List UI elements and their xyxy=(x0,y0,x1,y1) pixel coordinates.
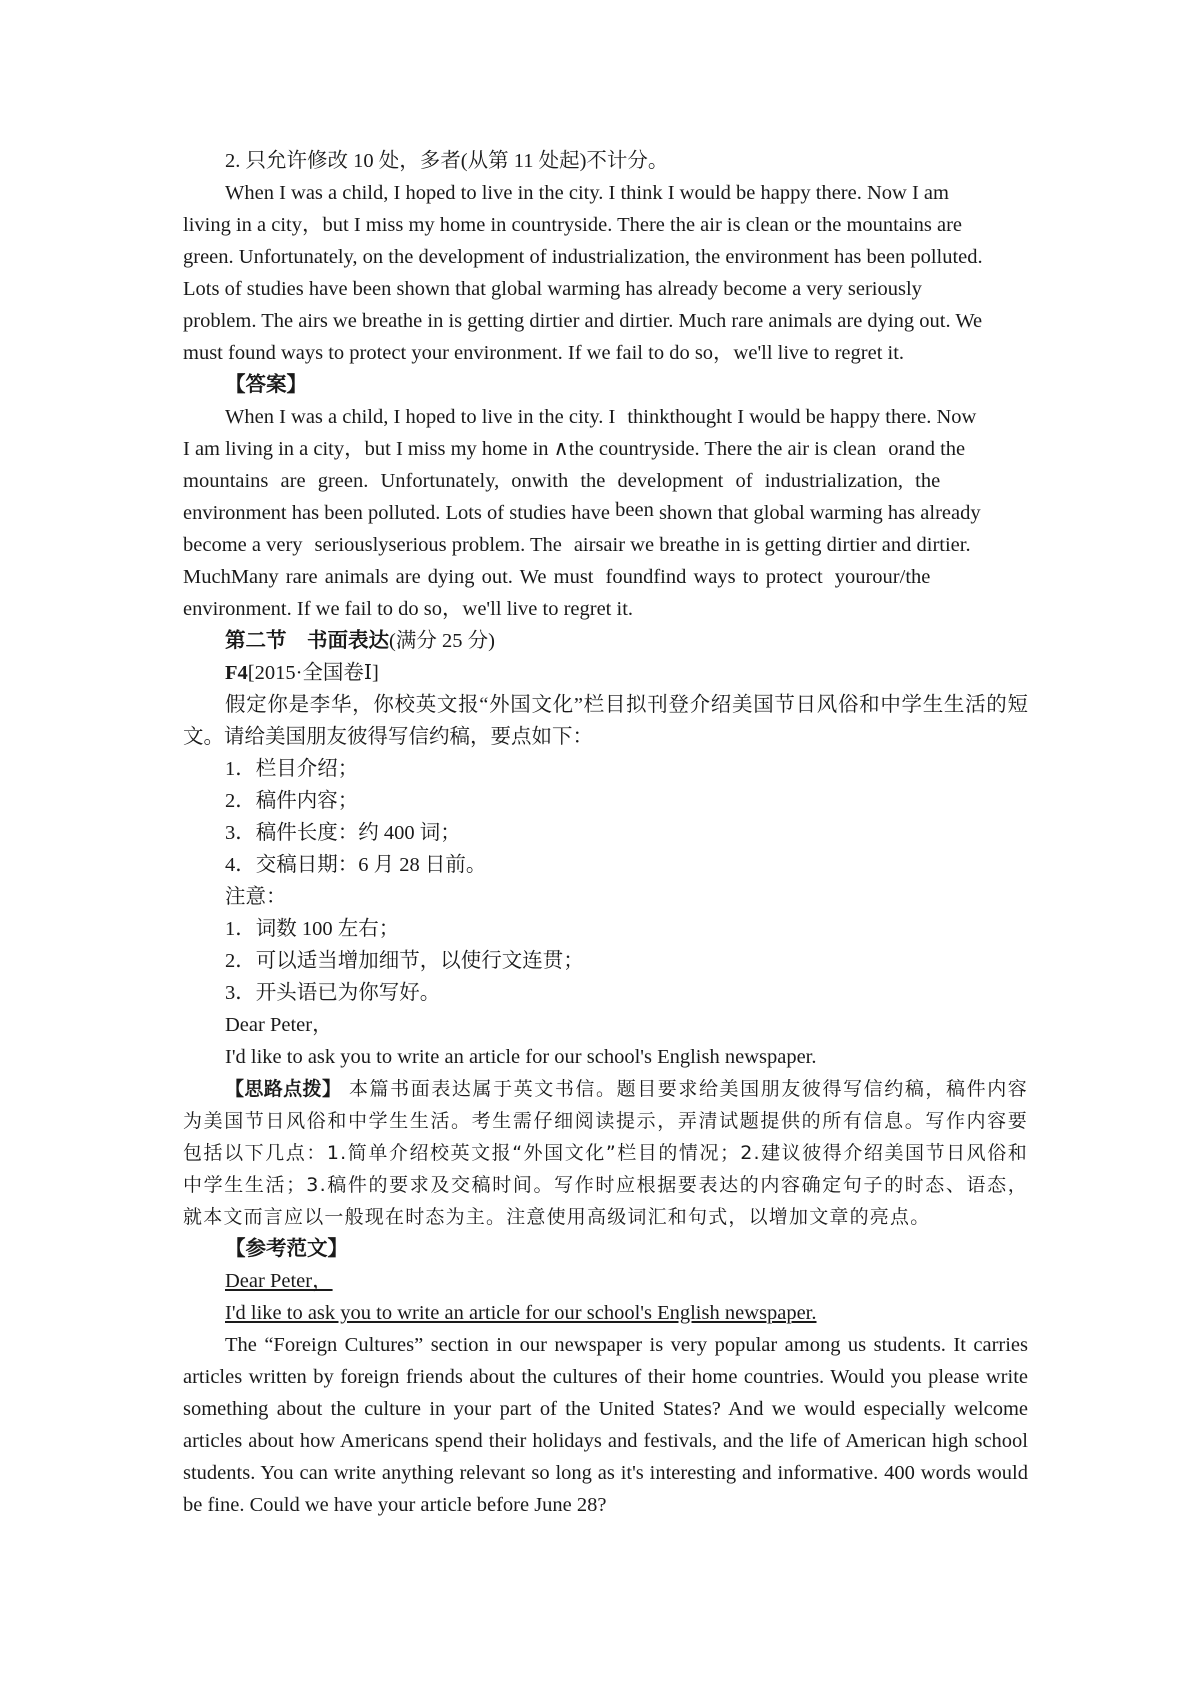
answer-line xyxy=(183,465,1028,497)
note-item: 2．可以适当增加细节，以使行文连贯； xyxy=(225,950,584,972)
answer-line xyxy=(183,401,1028,433)
answer-correction: thinkthought I would be happy there. Now xyxy=(627,406,977,428)
answer-text: become a very xyxy=(183,534,303,556)
answer-correction: yourour/the xyxy=(834,566,931,588)
section-name: 第二节 书面表达 xyxy=(225,630,389,652)
sample-body: The “Foreign Cultures” section in our newspaper is very popular among us students. It carries articles written by foreign friends about the cultures of their home countries. Would you please write something about the culture in your part of the United States? And we would especially welcome articles about how Americans spend their holidays and festivals, and the life of American high school students. You can write anything relevant so long as it's interesting and informative. 400 words would be fine. Could we have your article before June 28? xyxy=(183,1334,1028,1516)
passage-line: must found ways to protect your environment. If we fail to do so，we'll live to regret it. xyxy=(183,342,905,364)
point-item: 1．栏目介绍； xyxy=(225,758,359,780)
document-page xyxy=(183,145,1028,1521)
answer-correction: MuchMany rare animals are dying out. We must xyxy=(183,566,594,588)
answer-text: shown that global warming has already xyxy=(658,502,981,524)
letter-greeting: Dear Peter， xyxy=(225,1014,333,1036)
passage-line: green. Unfortunately, on the development of industrialization, the environment has been polluted. xyxy=(183,246,983,268)
note-item: 3．开头语已为你写好。 xyxy=(225,982,441,1004)
answer-correction: onwith the development of industrialization, the xyxy=(511,470,941,492)
answer-correction: airsair we breathe in is getting dirtier and dirtier. xyxy=(573,534,971,556)
answer-line xyxy=(183,561,1028,593)
answer-line: environment. If we fail to do so，we'll live to regret it. xyxy=(183,598,634,620)
answer-correction: the countryside. There the air is clean xyxy=(568,438,877,460)
point-item: 2．稿件内容； xyxy=(225,790,359,812)
passage-line: living in a city，but I miss my home in countryside. There the air is clean or the mountains are xyxy=(183,214,963,236)
answer-line xyxy=(183,497,1028,529)
section-title xyxy=(183,625,1028,657)
answer-text: When I was a child, I hoped to live in the city. I xyxy=(225,406,616,428)
note-item: 1．词数 100 左右； xyxy=(225,918,400,940)
sample-heading: 【参考范文】 xyxy=(225,1238,348,1260)
point-item: 4．交稿日期：6 月 28 日前。 xyxy=(225,854,487,876)
question-source-text: [2015·全国卷Ⅰ] xyxy=(247,662,379,684)
answer-correction: seriouslyserious problem. The xyxy=(314,534,562,556)
hint-paragraph xyxy=(183,1073,1028,1233)
rule-2: 2. 只允许修改 10 处，多者(从第 11 处起)不计分。 xyxy=(225,150,669,172)
answer-text: mountains are green. Unfortunately, xyxy=(183,470,500,492)
question-prompt: 假定你是李华，你校英文报“外国文化”栏目拟刊登介绍美国节日风俗和中学生生活的短文。请给美国朋友彼得写信约稿，要点如下： xyxy=(183,694,1028,748)
question-source xyxy=(183,657,1028,689)
point-item: 3．稿件长度：约 400 词； xyxy=(225,822,461,844)
answer-correction: been xyxy=(615,499,654,521)
error-passage xyxy=(183,177,1028,369)
answer-line xyxy=(183,433,1028,465)
caret-insert-icon: ∧ xyxy=(553,438,569,460)
hint-label: 【思路点拨】 xyxy=(225,1078,342,1100)
answer-text: I am living in a city，but I miss my home in xyxy=(183,438,549,460)
passage-line: When I was a child, I hoped to live in the city. I think I would be happy there. Now I am xyxy=(225,182,949,204)
section-score: (满分 25 分) xyxy=(389,630,495,652)
passage-line: problem. The airs we breathe in is getting dirtier and dirtier. Much rare animals are dying out. We xyxy=(183,310,983,332)
note-label: 注意： xyxy=(225,886,287,908)
passage-line: Lots of studies have been shown that global warming has already become a very seriously xyxy=(183,278,922,300)
letter-opening: I'd like to ask you to write an article for our school's English newspaper. xyxy=(225,1046,817,1068)
answer-text: environment has been polluted. Lots of studies have xyxy=(183,502,610,524)
answer-heading: 【答案】 xyxy=(225,374,307,396)
answer-passage xyxy=(183,401,1028,625)
answer-correction: orand the xyxy=(888,438,966,460)
sample-opening: I'd like to ask you to write an article for our school's English newspaper. xyxy=(225,1302,817,1324)
hint-text: 本篇书面表达属于英文书信。题目要求给美国朋友彼得写信约稿，稿件内容为美国节日风俗和中学生生活。考生需仔细阅读提示，弄清试题提供的所有信息。写作内容要包括以下几点：1.简单介绍校英文报“外国文化”栏目的情况；2.建议彼得介绍美国节日风俗和中学生生活；3.稿件的要求及交稿时间。写作时应根据要表达的内容确定句子的时态、语态，就本文而言应以一般现在时态为主。注意使用高级词汇和句式，以增加文章的亮点。 xyxy=(183,1078,1028,1228)
sample-greeting: Dear Peter， xyxy=(225,1270,333,1292)
answer-line xyxy=(183,529,1028,561)
answer-correction: foundfind ways to protect xyxy=(605,566,823,588)
question-code: F4 xyxy=(225,662,248,684)
